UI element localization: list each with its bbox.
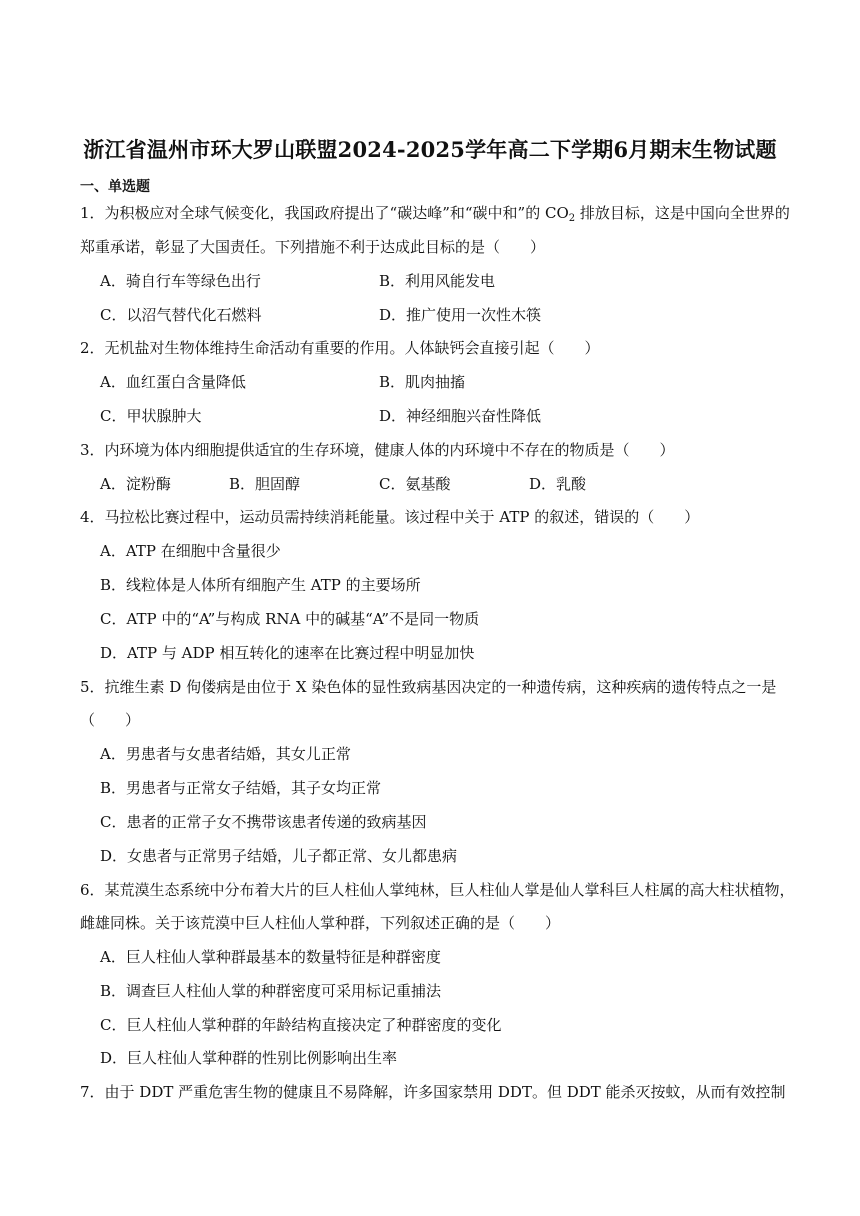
question-2-option-c: C．甲状腺肿大 — [100, 407, 202, 425]
question-3-text: 3．内环境为体内细胞提供适宜的生存环境，健康人体的内环境中不存在的物质是（ ） — [80, 441, 675, 459]
question-5-option-b: B．男患者与正常女子结婚，其子女均正常 — [100, 779, 382, 797]
question-3-option-b: B．胆固醇 — [229, 475, 301, 493]
question-1-option-b: B．利用风能发电 — [379, 272, 496, 290]
question-6-text: 6．某荒漠生态系统中分布着大片的巨人柱仙人掌纯林，巨人柱仙人掌是仙人掌科巨人柱属的高大柱状植物， — [80, 881, 795, 899]
question-5-option-a: A．男患者与女患者结婚，其女儿正常 — [100, 745, 351, 763]
question-2-option-d: D．神经细胞兴奋性降低 — [379, 407, 542, 425]
question-6-option-c: C．巨人柱仙人掌种群的年龄结构直接决定了种群密度的变化 — [100, 1016, 502, 1034]
question-4-text: 4．马拉松比赛过程中，运动员需持续消耗能量。该过程中关于 ATP 的叙述，错误的（ ） — [80, 508, 700, 526]
question-1-text-cont: 郑重承诺，彰显了大国责任。下列措施不利于达成此目标的是（ ） — [80, 238, 546, 256]
question-4-option-b: B．线粒体是人体所有细胞产生 ATP 的主要场所 — [100, 576, 421, 594]
question-3-option-a: A．淀粉酶 — [100, 475, 171, 493]
question-7-text: 7．由于 DDT 严重危害生物的健康且不易降解，许多国家禁用 DDT。但 DDT 能杀灭按蚊，从而有效控制 — [80, 1083, 786, 1101]
question-1-option-a: A．骑自行车等绿色出行 — [100, 272, 261, 290]
question-5-text: 5．抗维生素 D 佝偻病是由位于 X 染色体的显性致病基因决定的一种遗传病，这种疾病的遗传特点之一是 — [80, 678, 777, 696]
question-2-option-b: B．肌肉抽搐 — [379, 373, 466, 391]
question-4-option-c: C．ATP 中的“A”与构成 RNA 中的碱基“A”不是同一物质 — [100, 610, 480, 628]
question-6-option-a: A．巨人柱仙人掌种群最基本的数量特征是种群密度 — [100, 948, 441, 966]
page-title: 浙江省温州市环大罗山联盟2024-2025学年高二下学期6月期末生物试题 — [83, 137, 777, 162]
question-5-text-cont: （ ） — [80, 711, 141, 729]
question-1-text: 1．为积极应对全球气候变化，我国政府提出了“碳达峰”和“碳中和”的 $CO_2$ 排放目标，这是中国向全世界的 — [80, 204, 790, 224]
question-1-option-d: D．推广使用一次性木筷 — [379, 306, 542, 324]
question-3-option-d: D．乳酸 — [529, 475, 587, 493]
question-3-option-c: C．氨基酸 — [379, 475, 451, 493]
question-4-option-d: D．ATP 与 ADP 相互转化的速率在比赛过程中明显加快 — [100, 644, 475, 662]
question-5-option-d: D．女患者与正常男子结婚，儿子都正常、女儿都患病 — [100, 847, 458, 865]
section-heading: 一、单选题 — [80, 179, 150, 195]
question-5-option-c: C．患者的正常子女不携带该患者传递的致病基因 — [100, 813, 427, 831]
question-1-option-c: C．以沼气替代化石燃料 — [100, 306, 262, 324]
question-6-option-d: D．巨人柱仙人掌种群的性别比例影响出生率 — [100, 1049, 398, 1067]
question-6-text-cont: 雌雄同株。关于该荒漠中巨人柱仙人掌种群，下列叙述正确的是（ ） — [80, 914, 561, 932]
question-2-option-a: A．血红蛋白含量降低 — [100, 373, 246, 391]
question-4-option-a: A．ATP 在细胞中含量很少 — [100, 542, 281, 560]
question-2-text: 2．无机盐对生物体维持生命活动有重要的作用。人体缺钙会直接引起（ ） — [80, 339, 600, 357]
question-6-option-b: B．调查巨人柱仙人掌的种群密度可采用标记重捕法 — [100, 982, 442, 1000]
